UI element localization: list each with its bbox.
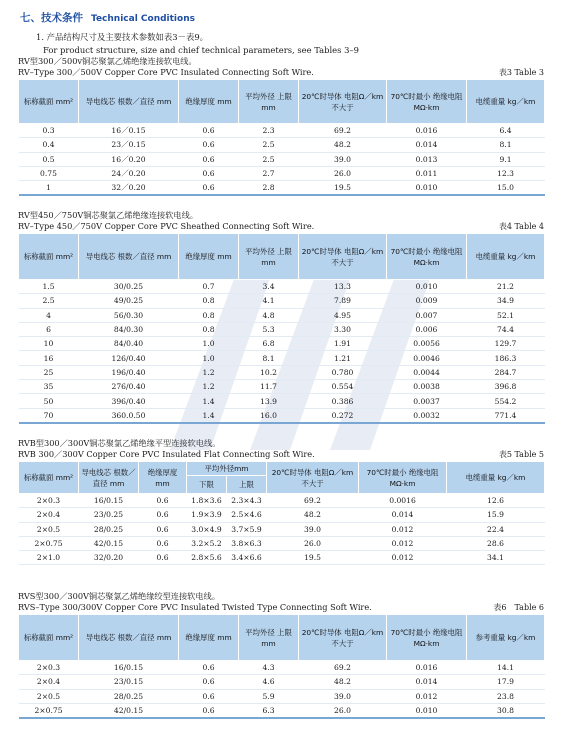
table-row — [19, 152, 545, 166]
intro-line-en: For product structure, size and chief technical parameters, see Tables 3–9 — [43, 44, 359, 55]
table-cell: 0.6 — [179, 661, 239, 675]
table-cell: 0.006 — [387, 322, 467, 336]
table-cell: 1.8×3.6 — [187, 494, 227, 508]
table-cell: 2×1.0 — [19, 551, 79, 565]
col-header: 标称截面 mm² — [19, 615, 79, 661]
table-row — [19, 124, 545, 138]
table4-caption-en: RV–Type 450／750V Copper Core PVC Sheathed Connecting Soft Wire. — [18, 221, 315, 231]
table-cell: 2×0.5 — [19, 522, 79, 536]
table-cell: 0.014 — [387, 675, 467, 689]
table-cell: 10 — [19, 337, 79, 351]
table-cell: 0.011 — [387, 166, 467, 180]
table-cell: 0.0046 — [387, 351, 467, 365]
table-cell: 0.012 — [359, 522, 447, 536]
table-cell: 2.5 — [239, 138, 299, 152]
table-cell: 1.21 — [299, 351, 387, 365]
col-header: 电缆重量 kg／km — [467, 234, 545, 280]
table-row — [19, 294, 545, 308]
table-cell: 4.6 — [239, 675, 299, 689]
table-cell: 28.6 — [447, 536, 545, 550]
col-header: 20℃时导体 电阻Ω／km 不大于 — [299, 615, 387, 661]
table-cell: 771.4 — [467, 408, 545, 423]
table-cell: 12.6 — [447, 494, 545, 508]
table-cell: 8.1 — [467, 138, 545, 152]
table-cell: 16/0.15 — [79, 661, 179, 675]
table-cell: 6 — [19, 322, 79, 336]
table-cell: 4 — [19, 308, 79, 322]
table-cell: 2×0.5 — [19, 689, 79, 703]
table-cell: 14.1 — [467, 661, 545, 675]
table-row — [19, 494, 545, 508]
table-cell: 35 — [19, 380, 79, 394]
table-cell: 2.8 — [239, 181, 299, 196]
table-cell: 19.5 — [299, 181, 387, 196]
col-header: 70℃时最小 绝缘电阻 MΩ·km — [387, 80, 467, 124]
table-cell: 69.2 — [299, 661, 387, 675]
table-cell: 26.0 — [267, 536, 359, 550]
table-cell: 1.0 — [179, 351, 239, 365]
section-title-en: Technical Conditions — [91, 14, 195, 24]
table-cell: 39.0 — [299, 152, 387, 166]
col-header: 绝缘厚度 mm — [179, 615, 239, 661]
table6 — [18, 614, 545, 719]
table3-caption-en: RV–Type 300／500V Copper Core PVC Insulated Connecting Soft Wire. — [18, 67, 314, 77]
col-header: 70℃时最小 绝缘电阻 MΩ·km — [387, 615, 467, 661]
table3-caption — [18, 56, 544, 78]
table-cell: 4.1 — [239, 294, 299, 308]
table-cell: 196/0.40 — [79, 365, 179, 379]
table-row — [19, 522, 545, 536]
table-cell: 0.6 — [139, 536, 187, 550]
table-cell: 0.6 — [179, 124, 239, 138]
table-cell: 396/0.40 — [79, 394, 179, 408]
table-cell: 16 — [19, 351, 79, 365]
t5-head-5: 70℃时最小 绝缘电阻 MΩ·km — [359, 462, 447, 494]
table-cell: 0.6 — [139, 494, 187, 508]
table-cell: 1.4 — [179, 394, 239, 408]
table5-caption — [18, 438, 544, 460]
t5-head-6: 电缆重量 kg／km — [447, 462, 545, 494]
table-cell: 0.0032 — [387, 408, 467, 423]
col-header: 绝缘厚度 mm — [179, 234, 239, 280]
table-cell: 0.012 — [387, 689, 467, 703]
table-cell: 1.91 — [299, 337, 387, 351]
table-cell: 16／0.20 — [79, 152, 179, 166]
table-cell: 276/0.40 — [79, 380, 179, 394]
col-header: 导电线芯 根数／直径 mm — [79, 80, 179, 124]
table-cell: 2.5×4.6 — [227, 508, 267, 522]
table-cell: 8.1 — [239, 351, 299, 365]
table-cell: 0.6 — [179, 689, 239, 703]
table-cell: 26.0 — [299, 166, 387, 180]
col-header: 标称截面 mm² — [19, 80, 79, 124]
table-cell: 70 — [19, 408, 79, 423]
table-cell: 0.012 — [359, 551, 447, 565]
table-cell: 0.272 — [299, 408, 387, 423]
table-cell: 11.7 — [239, 380, 299, 394]
col-header: 导电线芯 根数／直径 mm — [79, 234, 179, 280]
table6-number: 表6 Table 6 — [493, 603, 544, 612]
table4-number: 表4 Table 4 — [498, 222, 544, 231]
col-header: 标称截面 mm² — [19, 234, 79, 280]
t5-subhead-upper: 上限 — [227, 476, 267, 494]
table-cell: 0.6 — [139, 508, 187, 522]
table-row — [19, 308, 545, 322]
table-row — [19, 675, 545, 689]
col-header: 平均外径 上限mm — [239, 615, 299, 661]
t5-head-0: 标称截面 mm² — [19, 462, 79, 494]
section-title — [20, 10, 195, 25]
table-cell: 5.9 — [239, 689, 299, 703]
col-header: 20℃时导体 电阻Ω／km 不大于 — [299, 80, 387, 124]
table-row — [19, 166, 545, 180]
table-cell: 126/0.40 — [79, 351, 179, 365]
table-row — [19, 322, 545, 336]
table-cell: 0.010 — [387, 280, 467, 294]
table-cell: 0.009 — [387, 294, 467, 308]
table-cell: 52.1 — [467, 308, 545, 322]
table-cell: 39.0 — [267, 522, 359, 536]
table-cell: 2×0.4 — [19, 508, 79, 522]
col-header: 参考重量 kg／km — [467, 615, 545, 661]
t5-head-1: 导电线芯 根数／直径 mm — [79, 462, 139, 494]
t5-head-3: 平均外径mm — [187, 462, 267, 476]
table-cell: 4.3 — [239, 661, 299, 675]
table-cell: 2×0.4 — [19, 675, 79, 689]
table-cell: 0.7 — [179, 280, 239, 294]
table-cell: 50 — [19, 394, 79, 408]
table3-caption-cn: RV型300／500v铜芯聚氯乙烯绝缘连接软电线。 — [18, 56, 197, 66]
table-cell: 3.4×6.6 — [227, 551, 267, 565]
table-cell: 0.6 — [179, 166, 239, 180]
section-title-cn: 七、技术条件 — [20, 12, 83, 24]
t5-head-4: 20℃时导体 电阻Ω／km 不大于 — [267, 462, 359, 494]
table-cell: 69.2 — [299, 124, 387, 138]
table-cell: 2.3 — [239, 124, 299, 138]
table-cell: 3.7×5.9 — [227, 522, 267, 536]
table-cell: 9.1 — [467, 152, 545, 166]
table-cell: 0.6 — [179, 138, 239, 152]
table-cell: 69.2 — [267, 494, 359, 508]
table-cell: 10.2 — [239, 365, 299, 379]
table-cell: 48.2 — [299, 675, 387, 689]
table-cell: 0.8 — [179, 308, 239, 322]
table-cell: 0.013 — [387, 152, 467, 166]
intro-line-cn: 1. 产品结构尺寸及主要技术参数如表3－表9。 — [36, 32, 209, 42]
table-cell: 6.3 — [239, 703, 299, 718]
table-cell: 2.7 — [239, 166, 299, 180]
table-cell: 16.0 — [239, 408, 299, 423]
table-cell: 34.9 — [467, 294, 545, 308]
table-cell: 6.4 — [467, 124, 545, 138]
table-row — [19, 351, 545, 365]
table-cell: 0.5 — [19, 152, 79, 166]
table-row — [19, 394, 545, 408]
table-row — [19, 661, 545, 675]
intro-text — [36, 31, 359, 56]
table-cell: 22.4 — [447, 522, 545, 536]
table-cell: 56/0.30 — [79, 308, 179, 322]
table-row — [19, 380, 545, 394]
table-cell: 0.6 — [179, 152, 239, 166]
table-cell: 2.3×4.3 — [227, 494, 267, 508]
table-cell: 0.014 — [359, 508, 447, 522]
table-cell: 12.3 — [467, 166, 545, 180]
t5-head-2: 绝缘厚度 mm — [139, 462, 187, 494]
table4 — [18, 233, 545, 424]
table5 — [18, 461, 545, 565]
table-cell: 4.8 — [239, 308, 299, 322]
table-cell: 554.2 — [467, 394, 545, 408]
table-cell: 0.0037 — [387, 394, 467, 408]
table-cell: 0.016 — [387, 661, 467, 675]
table-cell: 15.0 — [467, 181, 545, 196]
table-cell: 0.007 — [387, 308, 467, 322]
table-cell: 5.3 — [239, 322, 299, 336]
table-cell: 26.0 — [299, 703, 387, 718]
table-cell: 0.6 — [179, 675, 239, 689]
table3-number: 表3 Table 3 — [498, 68, 544, 77]
table-cell: 129.7 — [467, 337, 545, 351]
table-cell: 17.9 — [467, 675, 545, 689]
table-cell: 396.8 — [467, 380, 545, 394]
table3 — [18, 79, 545, 196]
table-cell: 21.2 — [467, 280, 545, 294]
table-cell: 2×0.75 — [19, 703, 79, 718]
table-cell: 32/0.20 — [79, 551, 139, 565]
col-header: 绝缘厚度 mm — [179, 80, 239, 124]
table-cell: 0.014 — [387, 138, 467, 152]
table-cell: 3.4 — [239, 280, 299, 294]
table-cell: 186.3 — [467, 351, 545, 365]
table-cell: 1.5 — [19, 280, 79, 294]
table-cell: 34.1 — [447, 551, 545, 565]
table-row — [19, 337, 545, 351]
table6-caption — [18, 591, 544, 613]
table-cell: 0.8 — [179, 294, 239, 308]
col-header: 导电线芯 根数／直径 mm — [79, 615, 179, 661]
table-cell: 23／0.15 — [79, 138, 179, 152]
table-cell: 30/0.25 — [79, 280, 179, 294]
table-cell: 0.0038 — [387, 380, 467, 394]
table-cell: 28/0.25 — [79, 522, 139, 536]
table-cell: 0.6 — [179, 181, 239, 196]
table-cell: 0.6 — [179, 703, 239, 718]
table-cell: 49/0.25 — [79, 294, 179, 308]
table-row — [19, 365, 545, 379]
table-row — [19, 536, 545, 550]
table-cell: 30.8 — [467, 703, 545, 718]
table-cell: 3.2×5.2 — [187, 536, 227, 550]
table-cell: 0.4 — [19, 138, 79, 152]
table-cell: 0.780 — [299, 365, 387, 379]
table-cell: 0.8 — [179, 322, 239, 336]
table-cell: 42/0.15 — [79, 536, 139, 550]
table-cell: 24／0.20 — [79, 166, 179, 180]
table-cell: 0.016 — [387, 124, 467, 138]
table-cell: 42/0.15 — [79, 703, 179, 718]
table6-caption-cn: RVS型300／300V铜芯聚氯乙烯绝缘绞型连接软电线。 — [18, 591, 220, 601]
table-cell: 0.012 — [359, 536, 447, 550]
table-cell: 7.89 — [299, 294, 387, 308]
table-row — [19, 551, 545, 565]
table-cell: 16/0.15 — [79, 494, 139, 508]
col-header: 70℃时最小 绝缘电阻 MΩ·km — [387, 234, 467, 280]
table-cell: 3.0×4.9 — [187, 522, 227, 536]
table-cell: 28/0.25 — [79, 689, 179, 703]
table-row — [19, 689, 545, 703]
table-cell: 0.0056 — [387, 337, 467, 351]
table-cell: 15.9 — [447, 508, 545, 522]
table-cell: 2×0.3 — [19, 661, 79, 675]
table-cell: 0.0044 — [387, 365, 467, 379]
table-cell: 25 — [19, 365, 79, 379]
table5-number: 表5 Table 5 — [498, 450, 544, 459]
table-cell: 16／0.15 — [79, 124, 179, 138]
table-cell: 1.2 — [179, 365, 239, 379]
table-row — [19, 181, 545, 196]
table-cell: 48.2 — [267, 508, 359, 522]
col-header: 平均外径 上限mm — [239, 80, 299, 124]
table-cell: 2.8×5.6 — [187, 551, 227, 565]
table-cell: 2.5 — [239, 152, 299, 166]
table-cell: 0.3 — [19, 124, 79, 138]
table-row — [19, 280, 545, 294]
table-cell: 0.75 — [19, 166, 79, 180]
table-cell: 23/0.25 — [79, 508, 139, 522]
col-header: 电缆重量 kg／km — [467, 80, 545, 124]
table-cell: 2×0.75 — [19, 536, 79, 550]
table-cell: 13.9 — [239, 394, 299, 408]
table-row — [19, 408, 545, 423]
table-cell: 39.0 — [299, 689, 387, 703]
table-cell: 2×0.3 — [19, 494, 79, 508]
table-cell: 0.010 — [387, 181, 467, 196]
table-cell: 0.386 — [299, 394, 387, 408]
table-cell: 0.010 — [387, 703, 467, 718]
table-cell: 0.0016 — [359, 494, 447, 508]
table4-caption — [18, 210, 544, 232]
table6-caption-en: RVS–Type 300/300V Copper Core PVC Insulated Twisted Type Connecting Soft Wire. — [18, 602, 372, 612]
table-cell: 0.6 — [139, 522, 187, 536]
t5-subhead-lower: 下限 — [187, 476, 227, 494]
table-cell: 32／0.20 — [79, 181, 179, 196]
table-cell: 84/0.30 — [79, 322, 179, 336]
table-cell: 48.2 — [299, 138, 387, 152]
table5-caption-en: RVB 300／300V Copper Core PVC Insulated Flat Connecting Soft Wire. — [18, 449, 315, 459]
table-cell: 0.6 — [139, 551, 187, 565]
table-cell: 3.8×6.3 — [227, 536, 267, 550]
table-cell: 284.7 — [467, 365, 545, 379]
table-cell: 0.554 — [299, 380, 387, 394]
col-header: 20℃时导体 电阻Ω／km 不大于 — [299, 234, 387, 280]
table-cell: 1 — [19, 181, 79, 196]
table-cell: 6.8 — [239, 337, 299, 351]
table-cell: 4.95 — [299, 308, 387, 322]
table-cell: 23/0.15 — [79, 675, 179, 689]
table-cell: 13.3 — [299, 280, 387, 294]
table-cell: 23.8 — [467, 689, 545, 703]
col-header: 平均外径 上限mm — [239, 234, 299, 280]
table-cell: 1.4 — [179, 408, 239, 423]
table-row — [19, 508, 545, 522]
table-row — [19, 703, 545, 718]
table-cell: 3.30 — [299, 322, 387, 336]
table-cell: 1.0 — [179, 337, 239, 351]
table-cell: 1.2 — [179, 380, 239, 394]
table-cell: 74.4 — [467, 322, 545, 336]
table5-caption-cn: RVB型300／300V铜芯聚氯乙烯绝缘平型连接软电线。 — [18, 438, 221, 448]
table4-caption-cn: RV型450／750V铜芯聚氯乙烯绝缘连接软电线。 — [18, 210, 198, 220]
table-cell: 19.5 — [267, 551, 359, 565]
table-cell: 360.0.50 — [79, 408, 179, 423]
table-cell: 1.9×3.9 — [187, 508, 227, 522]
table-cell: 84/0.40 — [79, 337, 179, 351]
table-row — [19, 138, 545, 152]
table-cell: 2.5 — [19, 294, 79, 308]
